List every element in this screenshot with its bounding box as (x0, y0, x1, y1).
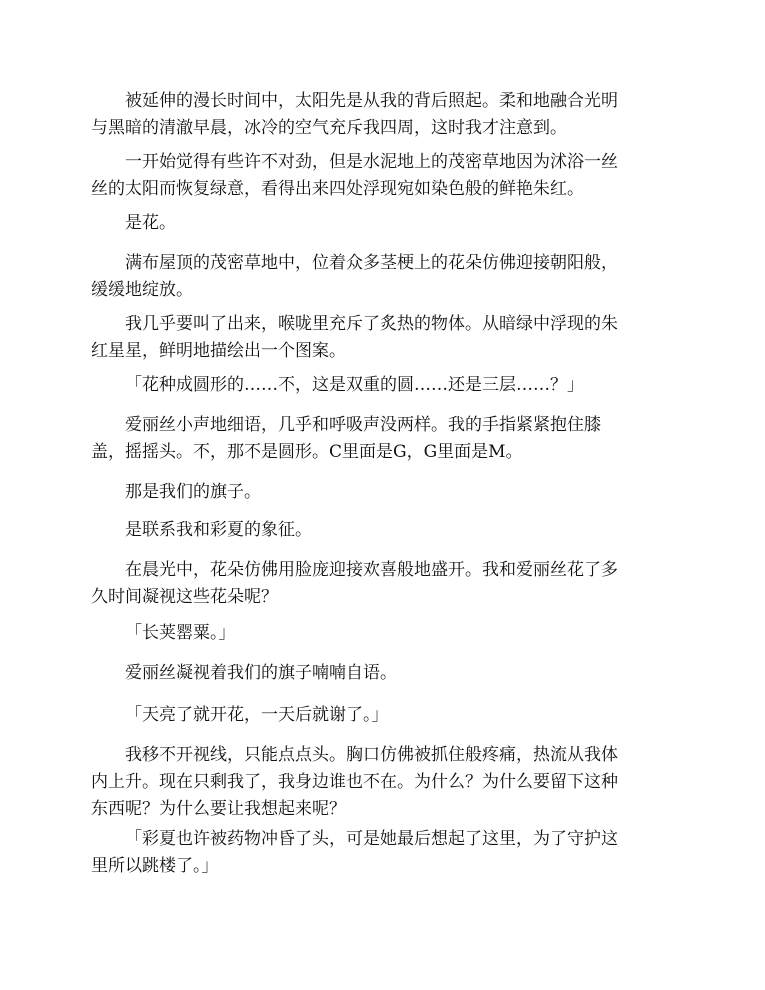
paragraph-line: 丝的太阳而恢复绿意，看得出来四处浮现宛如染色般的鲜艳朱红。 (91, 179, 584, 199)
paragraph (91, 742, 681, 823)
paragraph-line: 爱丽丝小声地细语，几乎和呼吸声没两样。我的手指紧紧抱住膝 (125, 415, 601, 435)
paragraph (91, 826, 681, 880)
paragraph-line: 「花种成圆形的……不，这是双重的圆……还是三层……？」 (125, 375, 584, 395)
paragraph-line: 一开始觉得有些许不对劲，但是水泥地上的茂密草地因为沭浴一丝 (125, 152, 618, 172)
paragraph (91, 517, 681, 544)
paragraph-line: 盖，摇摇头。不，那不是圆形。C里面是G，G里面是M。 (91, 442, 523, 462)
paragraph-line: 是花。 (125, 213, 176, 233)
paragraph (91, 660, 681, 687)
paragraph-line: 在晨光中，花朵仿佛用脸庞迎接欢喜般地盛开。我和爱丽丝花了多 (125, 560, 618, 580)
paragraph (91, 210, 681, 237)
paragraph-line: 是联系我和彩夏的象征。 (125, 520, 312, 540)
paragraph-line: 缓缓地绽放。 (91, 280, 193, 300)
paragraph (91, 479, 681, 506)
paragraph-line: 与黑暗的清澈早晨，冰冷的空气充斥我四周，这时我才注意到。 (91, 118, 567, 138)
paragraph-line: 「彩夏也许被药物冲昏了头，可是她最后想起了这里，为了守护这 (125, 829, 618, 849)
paragraph-line: 里所以跳楼了。」 (91, 856, 219, 876)
paragraph (91, 250, 681, 304)
paragraph-line: 「天亮了就开花，一天后就谢了。」 (125, 705, 389, 725)
paragraph (91, 88, 681, 142)
paragraph-line: 我几乎要叫了出来，喉咙里充斥了炙热的物体。从暗绿中浮现的朱 (125, 314, 618, 334)
paragraph (91, 557, 681, 611)
paragraph-line: 久时间凝视这些花朵呢？ (91, 587, 278, 607)
paragraph-line: 红星星，鲜明地描绘出一个图案。 (91, 341, 346, 361)
paragraph (91, 149, 681, 203)
paragraph (91, 311, 681, 365)
paragraph (91, 412, 681, 466)
paragraph-line: 那是我们的旗子。 (125, 482, 261, 502)
paragraph-line: 被延伸的漫长时间中，太阳先是从我的背后照起。柔和地融合光明 (125, 91, 618, 111)
paragraph (91, 620, 681, 647)
paragraph-line: 「长荚罂粟。」 (125, 623, 236, 643)
paragraph (91, 372, 681, 399)
paragraph-line: 满布屋顶的茂密草地中，位着众多茎梗上的花朵仿佛迎接朝阳般， (125, 253, 618, 273)
paragraph (91, 702, 681, 729)
paragraph-line: 我移不开视线，只能点点头。胸口仿佛被抓住般疼痛，热流从我体 (125, 745, 618, 765)
paragraph-line: 内上升。现在只剩我了，我身边谁也不在。为什么？为什么要留下这种 (91, 772, 618, 792)
paragraph-line: 东西呢？为什么要让我想起来呢？ (91, 799, 346, 819)
paragraph-line: 爱丽丝凝视着我们的旗子喃喃自语。 (125, 663, 397, 683)
